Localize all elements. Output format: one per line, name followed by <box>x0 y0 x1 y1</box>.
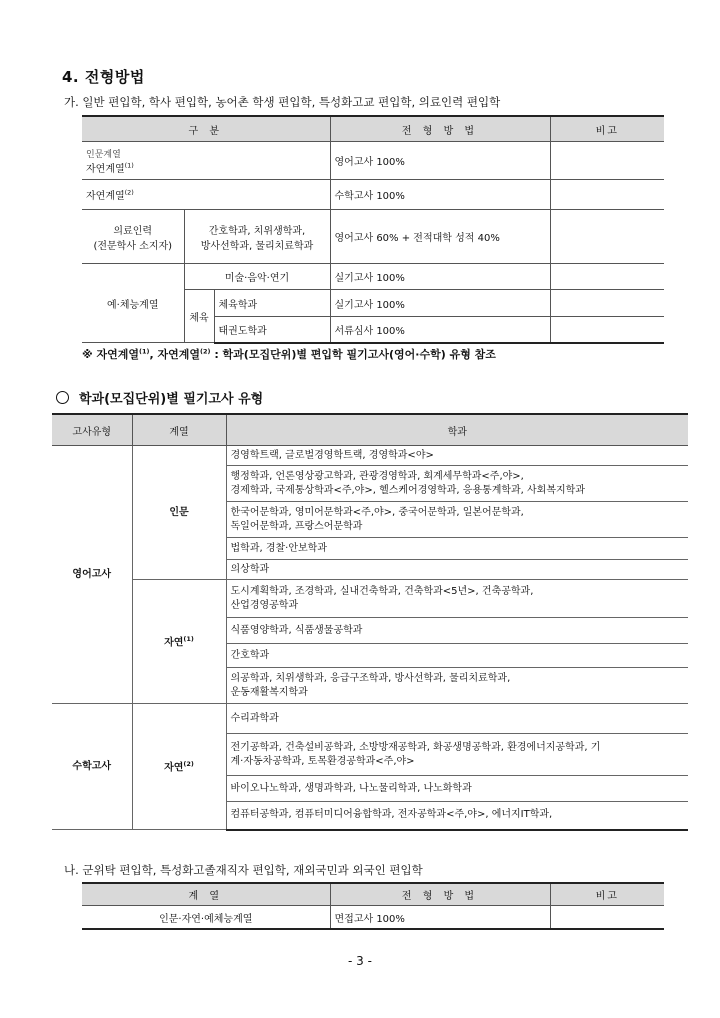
department-line: 의공학과, 치위생학과, 응급구조학과, 방사선학과, 물리치료학과, <box>230 672 511 684</box>
footnote-marker: (1) <box>139 347 150 356</box>
department-line: 법학과, 경찰·안보학과 <box>230 542 327 554</box>
header-note: 비고 <box>550 116 664 142</box>
note-cell <box>550 317 664 343</box>
department-line: 바이오나노학과, 생명과학과, 나노물리학과, 나노화학과 <box>230 782 472 794</box>
subsection-a-title: 가. 일반 편입학, 학사 편입학, 농어촌 학생 편입학, 특성화고교 편입학, 의료인력 편입학 <box>64 95 501 109</box>
note-cell <box>550 906 664 930</box>
department-line: 산업경영공학과 <box>230 599 299 611</box>
table-footnote <box>82 346 496 362</box>
department-cell <box>226 502 688 538</box>
department-cell <box>226 776 688 802</box>
table-row <box>52 580 688 618</box>
method-cell: 실기고사 100% <box>330 290 550 317</box>
department-cell <box>226 446 688 466</box>
subsection-b-title: 나. 군위탁 편입학, 특성화고졸재직자 편입학, 재외국민과 외국인 편입학 <box>64 863 423 877</box>
department-cell <box>226 704 688 734</box>
track-label: 자연 <box>164 637 184 649</box>
header-track: 계열 <box>132 414 226 446</box>
header-exam-type: 고사유형 <box>52 414 132 446</box>
track-cell <box>132 580 226 704</box>
department-cell <box>226 466 688 502</box>
department-cell <box>184 210 330 264</box>
table-row <box>82 180 664 210</box>
department-line: 경제학과, 국제통상학과<주,야>, 헬스케어경영학과, 응용통계학과, 사회복지학과 <box>230 484 585 496</box>
department-cell <box>226 644 688 668</box>
section2-title <box>56 388 263 407</box>
footnote-marker: (2) <box>183 760 194 769</box>
track-cell <box>132 704 226 830</box>
department-line: 독일어문학과, 프랑스어문학과 <box>230 520 363 532</box>
department-cell <box>226 802 688 830</box>
admission-method-table <box>82 115 664 344</box>
category-cell <box>82 142 330 180</box>
department-line: 한국어문학과, 영미어문학과<주,야>, 중국어문학과, 일본어문학과, <box>230 506 524 518</box>
header-method: 전 형 방 법 <box>330 116 550 142</box>
department-cell <box>226 618 688 644</box>
department-line1: 간호학과, 치위생학과, <box>208 225 306 237</box>
method-cell: 영어고사 100% <box>330 142 550 180</box>
special-admission-table <box>82 882 664 930</box>
exam-type-cell: 수학고사 <box>52 704 132 830</box>
header-category: 구 분 <box>82 116 330 142</box>
track-cell: 인문·자연·예체능계열 <box>82 906 330 930</box>
department-line: 전기공학과, 건축설비공학과, 소방방재공학과, 화공생명공학과, 환경에너지공학과, 기 <box>230 741 601 753</box>
circle-bullet-icon <box>56 391 69 404</box>
footnote-marker: (2) <box>124 188 134 197</box>
note-cell <box>550 142 664 180</box>
table-row <box>82 906 664 930</box>
department-cell <box>226 538 688 560</box>
table-header-row <box>52 414 688 446</box>
exam-type-table <box>52 413 688 831</box>
category-label: 자연계열 <box>86 191 125 202</box>
department-line: 컴퓨터공학과, 컴퓨터미디어융합학과, 전자공학과<주,야>, 에너지IT학과, <box>230 809 553 821</box>
table-row <box>82 210 664 264</box>
footnote-text: , 자연계열 <box>149 348 201 361</box>
exam-type-cell: 영어고사 <box>52 446 132 704</box>
category-cell: 예·체능계열 <box>82 264 184 343</box>
footnote-marker: (1) <box>183 635 194 644</box>
table-row <box>82 142 664 180</box>
header-note: 비고 <box>550 883 664 906</box>
footnote-marker: (2) <box>200 347 211 356</box>
category-small-label: 인문계열 <box>86 149 121 160</box>
track-label: 자연 <box>164 762 184 774</box>
department-line: 의상학과 <box>230 563 270 575</box>
note-cell <box>550 180 664 210</box>
department-line: 수리과학과 <box>230 712 279 724</box>
table-header-row <box>82 116 664 142</box>
note-cell <box>550 264 664 290</box>
department-cell: 체육학과 <box>214 290 330 317</box>
method-cell: 수학고사 100% <box>330 180 550 210</box>
department-cell <box>226 734 688 776</box>
department-line: 행정학과, 언론영상광고학과, 관광경영학과, 회계세무학과<주,야>, <box>230 470 524 482</box>
department-line2: 방사선학과, 물리치료학과 <box>200 240 314 252</box>
category-line1: 의료인력 <box>113 225 153 237</box>
method-cell: 영어고사 60% + 전적대학 성적 40% <box>330 210 550 264</box>
department-cell <box>226 580 688 618</box>
category-line2: (전문학사 소지자) <box>93 240 173 252</box>
department-line: 도시계획학과, 조경학과, 실내건축학과, 건축학과<5년>, 건축공학과, <box>230 585 534 597</box>
section-title: 4. 전형방법 <box>62 68 145 86</box>
category-label: 자연계열 <box>86 163 125 175</box>
footnote-text: ※ 자연계열 <box>82 348 140 361</box>
footnote-text: : 학과(모집단위)별 편입학 필기고사(영어·수학) 유형 참조 <box>210 348 496 361</box>
category-cell <box>82 210 184 264</box>
department-line: 식품영양학과, 식품생물공학과 <box>230 624 363 636</box>
section2-title-text: 학과(모집단위)별 필기고사 유형 <box>79 392 264 407</box>
header-method: 전 형 방 법 <box>330 883 550 906</box>
table-row <box>52 446 688 466</box>
method-cell: 면접고사 100% <box>330 906 550 930</box>
note-cell <box>550 290 664 317</box>
department-cell: 미술·음악·연기 <box>184 264 330 290</box>
footnote-marker: (1) <box>124 161 134 170</box>
method-cell: 실기고사 100% <box>330 264 550 290</box>
header-track: 계 열 <box>82 883 330 906</box>
department-line: 경영학트랙, 글로벌경영학트랙, 경영학과<야> <box>230 449 434 461</box>
page-number: - 3 - <box>348 954 372 968</box>
department-cell: 태권도학과 <box>214 317 330 343</box>
department-line: 운동재활복지학과 <box>230 686 308 698</box>
group-cell: 체육 <box>184 290 214 343</box>
track-cell: 인문 <box>132 446 226 580</box>
table-row <box>82 264 664 290</box>
department-cell <box>226 560 688 580</box>
note-cell <box>550 210 664 264</box>
department-line: 계·자동차공학과, 토목환경공학과<주,야> <box>230 755 415 767</box>
table-row <box>52 704 688 734</box>
table-header-row <box>82 883 664 906</box>
method-cell: 서류심사 100% <box>330 317 550 343</box>
header-department: 학과 <box>226 414 688 446</box>
category-cell <box>82 180 330 210</box>
department-line: 간호학과 <box>230 649 270 661</box>
department-cell <box>226 668 688 704</box>
